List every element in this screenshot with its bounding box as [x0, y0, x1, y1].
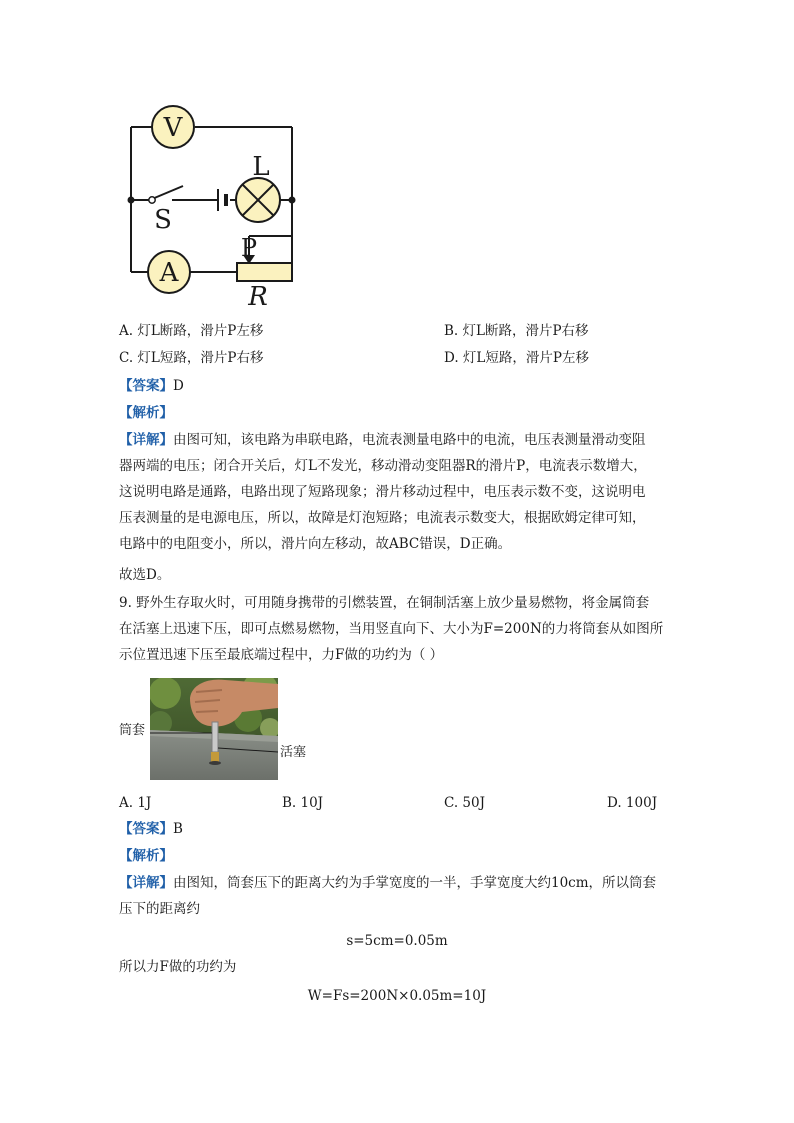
detail-line: 【详解】由图知，筒套压下的距离大约为手掌宽度的一半，手掌宽度大约10cm，所以筒套 [119, 875, 657, 891]
q8-option-c: C. 灯L短路，滑片P右移 [119, 350, 264, 366]
q9-option-d: D. 100J [607, 795, 658, 811]
stem-line: 9. 野外生存取火时，可用随身携带的引燃装置，在铜制活塞上放少量易燃物，将金属筒套 [119, 595, 650, 611]
rheostat-label: R [248, 282, 268, 310]
lamp-label: L [252, 152, 270, 182]
piston-label: 活塞 [280, 745, 307, 760]
q8-option-b: B. 灯L断路，滑片P右移 [444, 323, 589, 339]
junction-dot-left [128, 197, 135, 204]
q9-answer [119, 820, 183, 838]
detail-line: 压表测量的是电源电压，所以，故障是灯泡短路；电流表示数变大，根据欧姆定律可知， [119, 510, 646, 526]
q8-option-d: D. 灯L短路，滑片P左移 [444, 350, 589, 366]
q9-mid-line: 所以力F做的功约为 [119, 959, 237, 975]
stem-line: 在活塞上迅速下压，即可点燃易燃物，当用竖直向下、大小为F=200N的力将筒套从如图所 [119, 621, 664, 637]
answer-tag: 【答案】 [119, 821, 173, 837]
rheostat-icon [237, 263, 292, 281]
q9-analysis-tag: 【解析】 [119, 848, 173, 864]
detail-line: 电路中的电阻变小，所以，滑片向左移动，故ABC错误，D正确。 [119, 536, 512, 552]
slider-label: P [240, 234, 258, 262]
q9-option-b: B. 10J [282, 795, 324, 811]
q9-stem [119, 590, 679, 668]
answer-value: B [173, 821, 183, 837]
detail-tag: 【详解】 [119, 432, 173, 448]
answer-tag: 【答案】 [119, 378, 173, 394]
q8-analysis-tag: 【解析】 [119, 405, 173, 421]
stem-line: 示位置迅速下压至最底端过程中，力F做的功约为（ ） [119, 647, 444, 663]
q8-answer [119, 377, 184, 395]
switch-contact-icon [149, 197, 155, 203]
circuit-diagram [118, 100, 318, 310]
detail-line: 这说明电路是通路，电路出现了短路现象；滑片移动过程中，电压表示数不变，这说明电 [119, 484, 646, 500]
detail-line: 【详解】由图可知，该电路为串联电路，电流表测量电路中的电流，电压表测量滑动变阻 [119, 432, 646, 448]
fire-starter-photo [150, 678, 278, 780]
q9-option-a: A. 1J [119, 795, 152, 811]
ammeter-label: A [159, 258, 179, 288]
q9-detail [119, 870, 679, 922]
q8-conclusion: 故选D。 [119, 567, 171, 583]
voltmeter-label: V [163, 113, 183, 143]
q9-option-c: C. 50J [444, 795, 486, 811]
equation-work: W=Fs=200N×0.05m=10J [307, 988, 487, 1004]
switch-label: S [154, 205, 172, 235]
answer-value: D [173, 378, 184, 394]
lamp-icon [236, 178, 280, 222]
q8-option-a: A. 灯L断路，滑片P左移 [119, 323, 264, 339]
equation-distance: s=5cm=0.05m [346, 933, 448, 949]
detail-line: 器两端的电压；闭合开关后，灯L不发光，移动滑动变阻器R的滑片P，电流表示数增大， [119, 458, 647, 474]
detail-tag: 【详解】 [119, 875, 173, 891]
junction-dot-right [289, 197, 296, 204]
detail-line: 压下的距离约 [119, 901, 200, 917]
sleeve-label: 筒套 [119, 723, 146, 738]
q8-detail [119, 427, 679, 557]
